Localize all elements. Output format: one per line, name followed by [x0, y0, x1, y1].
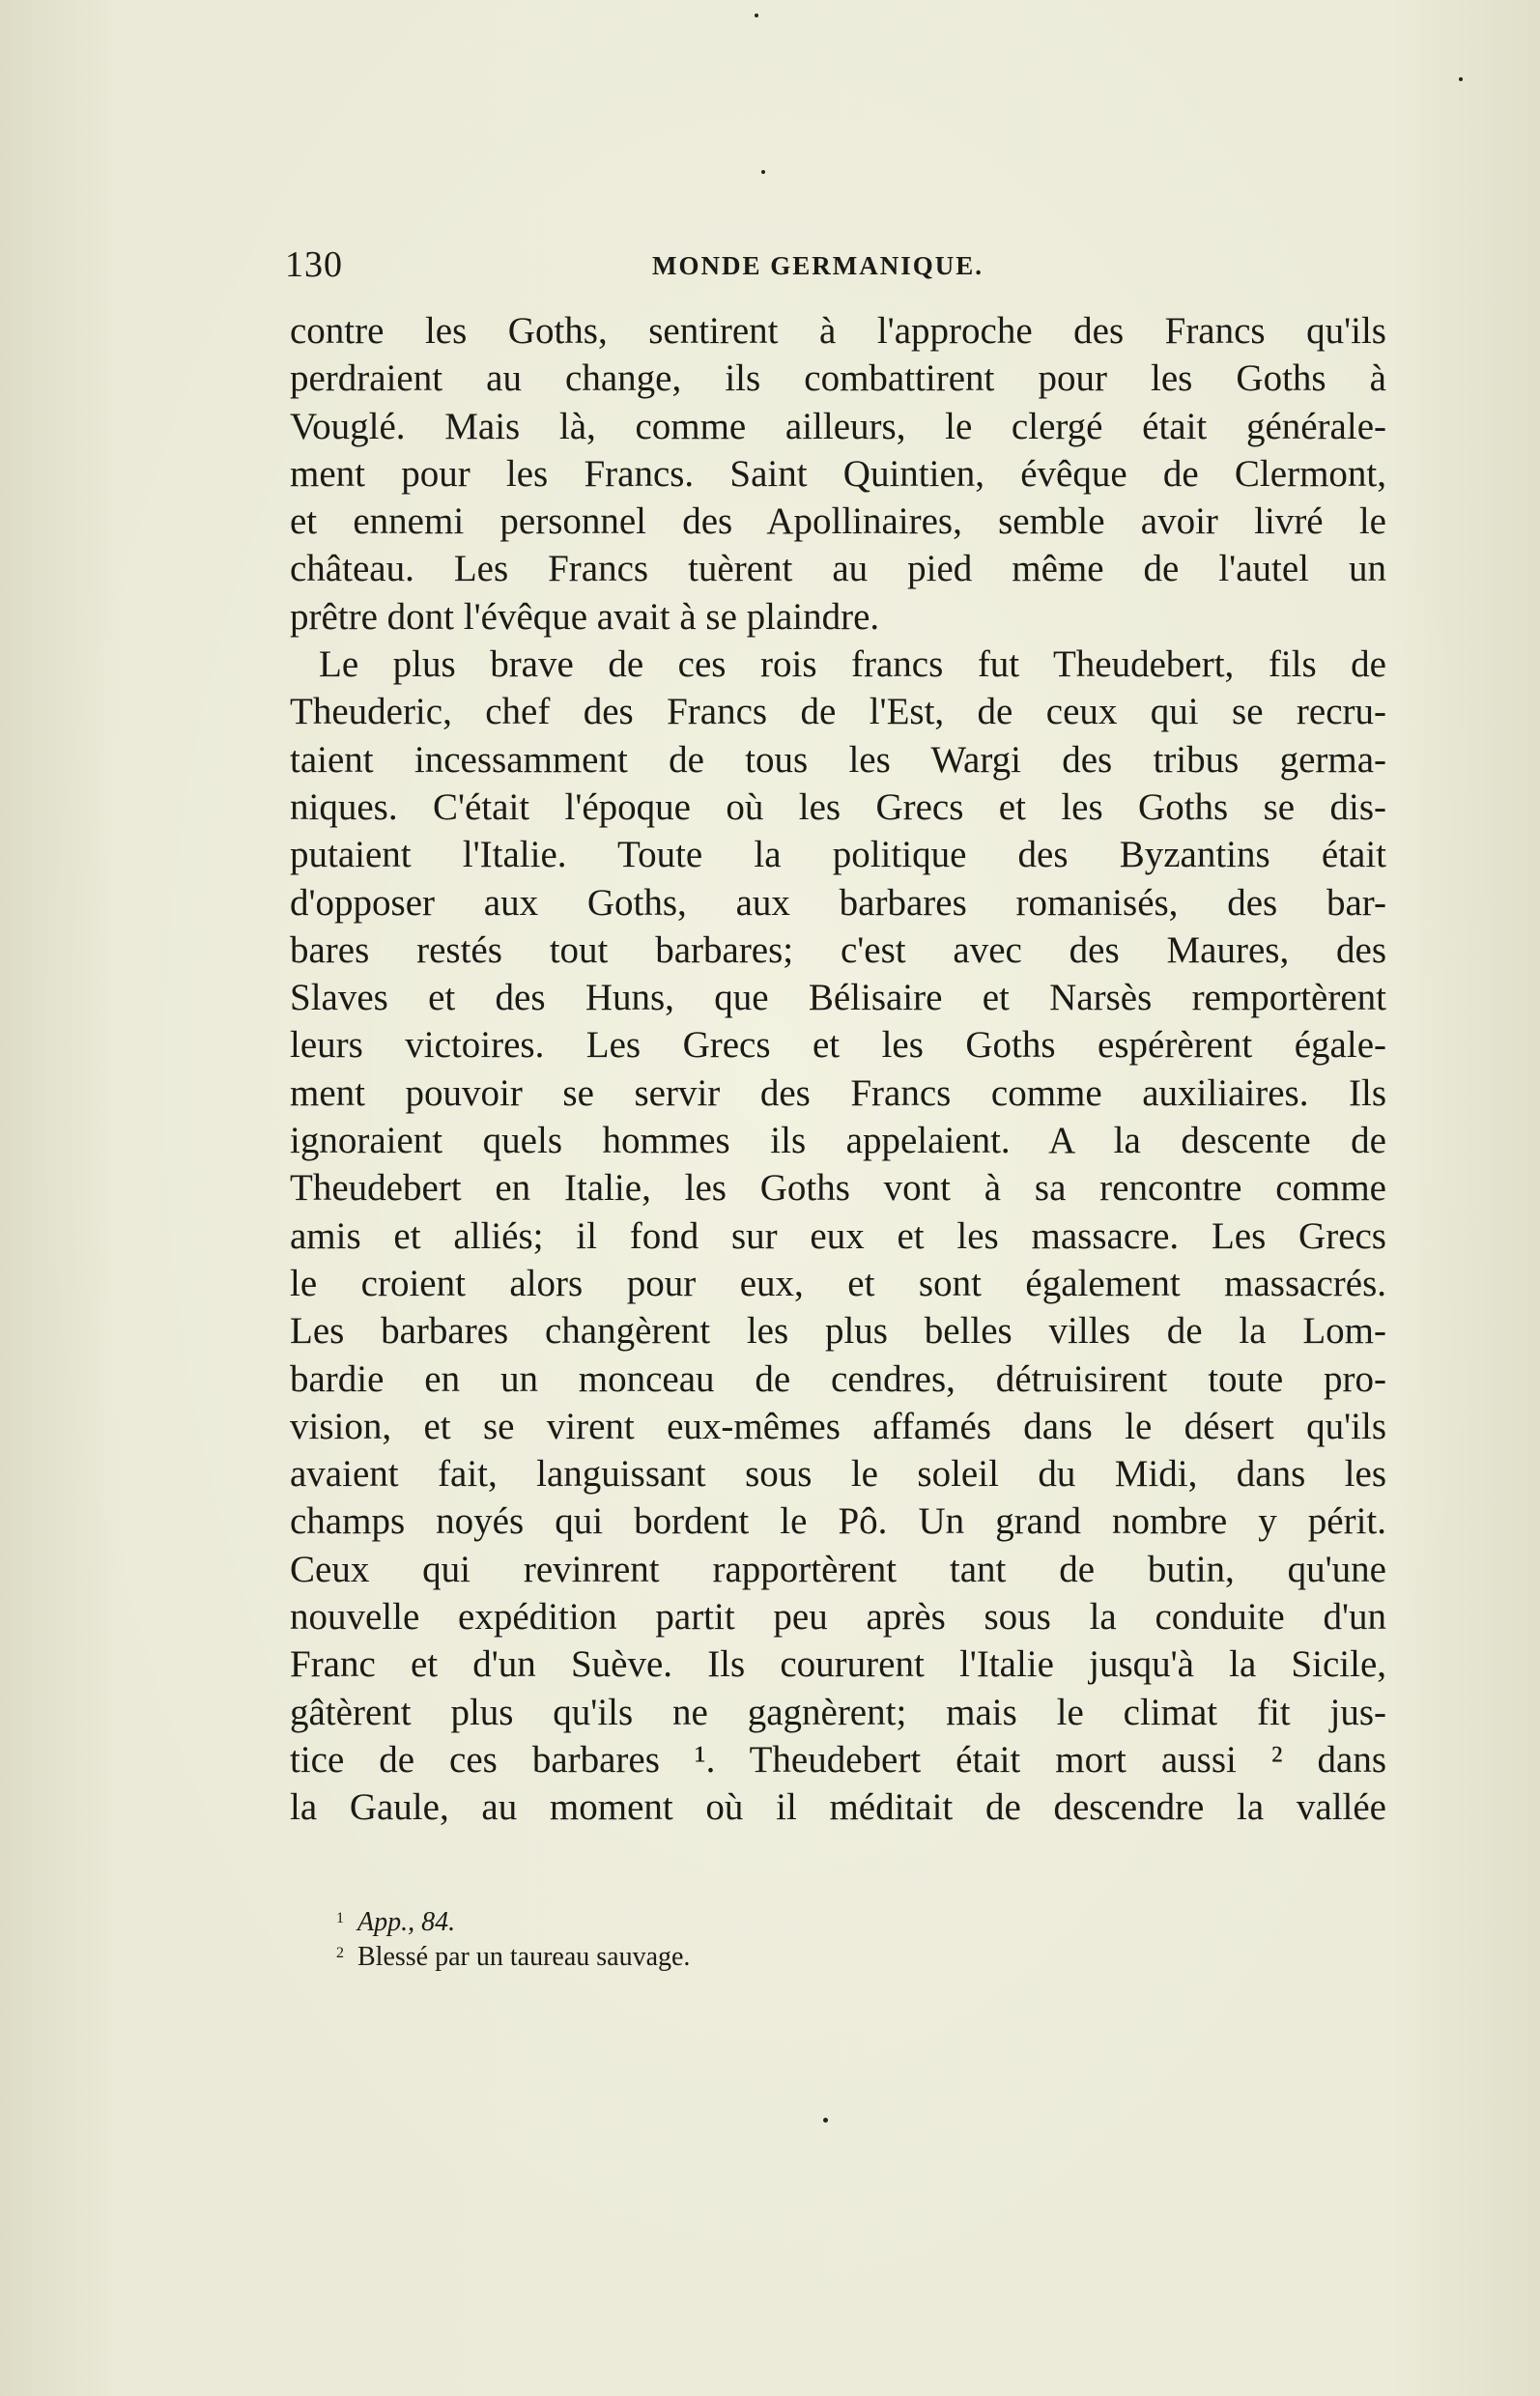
text-line: ment pouvoir se servir des Francs comme auxiliaires. Ils	[290, 1071, 1386, 1114]
text-line: vision, et se virent eux-mêmes affamés dans le désert qu'ils	[290, 1405, 1386, 1447]
text-line: prêtre dont l'évêque avait à se plaindre.	[290, 595, 880, 638]
footnote-text: Blessé par un taureau sauvage.	[357, 1942, 691, 1972]
footnote	[336, 1936, 1206, 1971]
running-head	[285, 243, 1386, 285]
text-line: taient incessamment de tous les Wargi des tribus germa-	[290, 738, 1386, 781]
text-line: Franc et d'un Suève. Ils coururent l'Italie jusqu'à la Sicile,	[290, 1643, 1386, 1686]
footnote-marker: 1	[336, 1910, 344, 1926]
text-line: ignoraient quels hommes ils appelaient. A la descente de	[290, 1120, 1386, 1162]
footnote-text: App., 84.	[357, 1907, 456, 1937]
text-line: Vouglé. Mais là, comme ailleurs, le clergé était générale-	[290, 405, 1386, 447]
text-line: d'opposer aux Goths, aux barbares romanisés, des bar-	[290, 881, 1386, 924]
text-line: perdraient au change, ils combattirent pour les Goths à	[290, 357, 1386, 400]
text-line: Ceux qui revinrent rapportèrent tant de butin, qu'une	[290, 1548, 1386, 1590]
text-line: bardie en un monceau de cendres, détruisirent toute pro-	[290, 1357, 1386, 1400]
body-text	[290, 307, 1386, 1832]
text-line: gâtèrent plus qu'ils ne gagnèrent; mais le climat fit jus-	[290, 1691, 1386, 1733]
text-line: le croient alors pour eux, et sont également massacrés.	[290, 1262, 1386, 1304]
text-line: leurs victoires. Les Grecs et les Goths espérèrent égale-	[290, 1024, 1386, 1067]
text-line: bares restés tout barbares; c'est avec des Maures, des	[290, 928, 1386, 971]
text-line: avaient fait, languissant sous le soleil du Midi, dans les	[290, 1453, 1386, 1496]
text-line: niques. C'était l'époque où les Grecs et les Goths se dis-	[290, 785, 1386, 828]
text-line: contre les Goths, sentirent à l'approche des Francs qu'ils	[290, 310, 1386, 352]
footnote	[336, 1901, 1206, 1936]
text-line: champs noyés qui bordent le Pô. Un grand nombre y périt.	[290, 1500, 1386, 1543]
text-line: nouvelle expédition partit peu après sous la conduite d'un	[290, 1596, 1386, 1639]
ink-speck	[761, 170, 765, 174]
ink-speck	[1459, 77, 1463, 81]
text-line: putaient l'Italie. Toute la politique des Byzantins était	[290, 834, 1386, 876]
text-line: amis et alliés; il fond sur eux et les massacre. Les Grecs	[290, 1214, 1386, 1257]
text-line: Slaves et des Huns, que Bélisaire et Narsès remportèrent	[290, 977, 1386, 1019]
text-line: la Gaule, au moment où il méditait de descendre la vallée	[290, 1786, 1386, 1829]
text-line: Theuderic, chef des Francs de l'Est, de ceux qui se recru-	[290, 691, 1386, 733]
footnote-marker: 2	[336, 1945, 344, 1961]
text-line: château. Les Francs tuèrent au pied même de l'autel un	[290, 548, 1386, 590]
text-line: ment pour les Francs. Saint Quintien, évêque de Clermont,	[290, 452, 1386, 495]
running-title: MONDE GERMANIQUE.	[652, 251, 984, 280]
text-line: Theudebert en Italie, les Goths vont à sa rencontre comme	[290, 1167, 1386, 1210]
text-line: tice de ces barbares ¹. Theudebert était mort aussi ² dans	[290, 1738, 1386, 1781]
text-line: Les barbares changèrent les plus belles villes de la Lom-	[290, 1310, 1386, 1353]
ink-speck	[823, 2118, 828, 2123]
footnotes	[336, 1901, 1206, 1971]
ink-speck	[755, 14, 758, 17]
text-line: Le plus brave de ces rois francs fut Theudebert, fils de	[319, 643, 1386, 686]
page-number: 130	[285, 244, 343, 285]
text-line: et ennemi personnel des Apollinaires, semble avoir livré le	[290, 500, 1386, 543]
